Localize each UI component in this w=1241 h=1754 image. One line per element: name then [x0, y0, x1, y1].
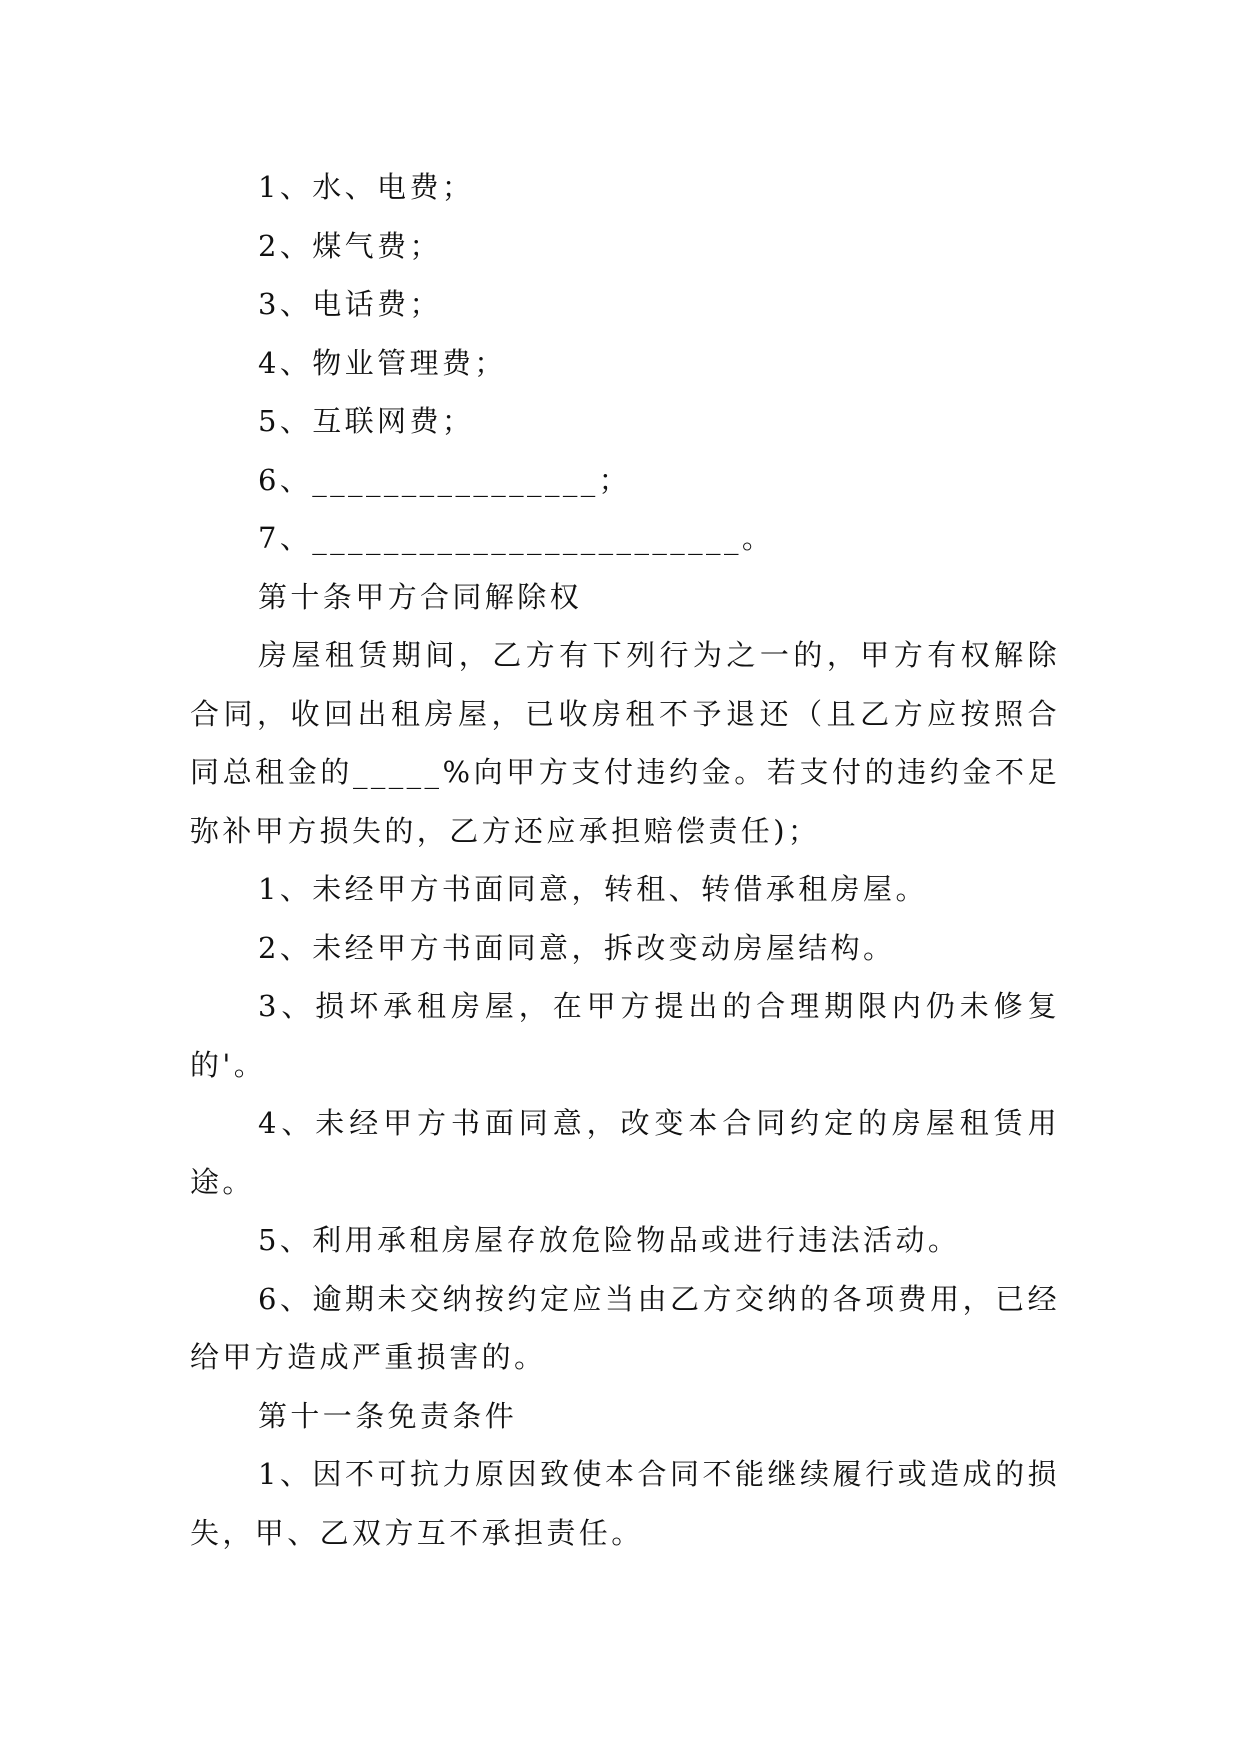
article-10-clause-6: 6、逾期未交纳按约定应当由乙方交纳的各项费用，已经给甲方造成严重损害的。 — [190, 1281, 1060, 1374]
fee-item-gas: 2、煤气费； — [258, 228, 442, 263]
article-10-clause-2: 2、未经甲方书面同意，拆改变动房屋结构。 — [258, 930, 896, 965]
fee-item-blank-6: 6、________________； — [258, 462, 632, 497]
article-10-intro: 房屋租赁期间，乙方有下列行为之一的，甲方有权解除合同，收回出租房屋，已收房租不予退还（且乙方应按照合同总租金的_____%向甲方支付违约金。若支付的违约金不足弥补甲方损失的，乙方还应承担赔偿责任)； — [190, 638, 1060, 848]
fee-item-property-management: 4、物业管理费； — [258, 345, 507, 380]
fee-item-telephone: 3、电话费； — [258, 287, 442, 321]
article-11-clause-1: 1、因不可抗力原因致使本合同不能继续履行或造成的损失，甲、乙双方互不承担责任。 — [190, 1457, 1060, 1550]
article-10-clause-3: 3、损坏承租房屋，在甲方提出的合理期限内仍未修复的'。 — [190, 989, 1060, 1082]
article-10-clause-1: 1、未经甲方书面同意，转租、转借承租房屋。 — [258, 872, 928, 906]
article-11-heading: 第十一条免责条件 — [258, 1398, 518, 1433]
article-10-heading: 第十条甲方合同解除权 — [258, 579, 583, 614]
document-page — [190, 158, 1060, 1562]
fee-item-water-electricity: 1、水、电费； — [258, 170, 475, 204]
article-10-clause-5: 5、利用承租房屋存放危险物品或进行违法活动。 — [258, 1223, 961, 1257]
fee-item-internet: 5、互联网费； — [258, 404, 475, 438]
article-10-clause-4: 4、未经甲方书面同意，改变本合同约定的房屋租赁用途。 — [190, 1106, 1060, 1199]
fee-item-blank-7: 7、________________________。 — [258, 521, 775, 555]
